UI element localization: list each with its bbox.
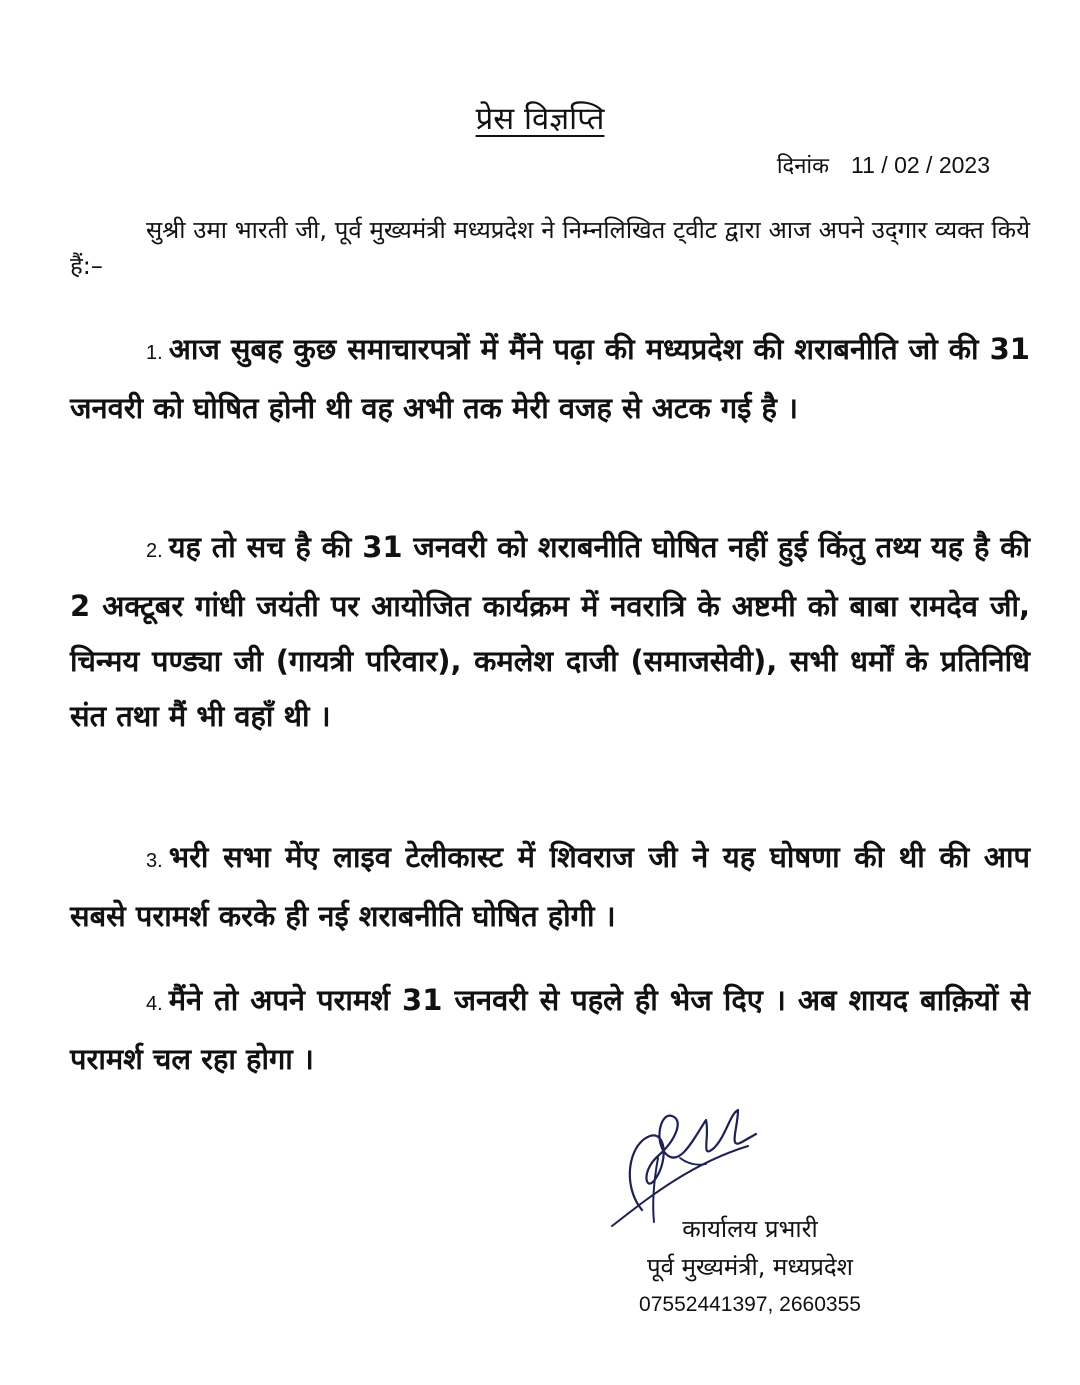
point-text: मैंने तो अपने परामर्श 31 जनवरी से पहले ही भेज दिए । अब शायद बाक़ियों से परामर्श चल रहा होगा । <box>70 983 1030 1076</box>
point-number: 3. <box>146 850 163 872</box>
office-title: कार्यालय प्रभारी <box>682 1215 818 1243</box>
point-text: यह तो सच है की 31 जनवरी को शराबनीति घोषित नहीं हुई किंतु तथ्य यह है की 2 अक्टूबर गांधी जयंती पर आयोजित कार्यक्रम में नवरात्रि के अष्टमी को बाबा रामदेव जी, चिन्मय पण्ड्या जी (गायत्री परिवार), कमलेश दाजी (समाजसेवी), सभी धर्मों के प्रतिनिधि संत तथा मैं भी वहाँ थी । <box>70 530 1030 733</box>
point-paragraph <box>70 322 1030 436</box>
point-paragraph <box>70 973 1030 1087</box>
point-paragraph <box>70 520 1030 744</box>
date-value: 11 / 02 / 2023 <box>851 152 990 178</box>
signature-block <box>600 1210 900 1324</box>
intro-paragraph: सुश्री उमा भारती जी, पूर्व मुख्यमंत्री मध्यप्रदेश ने निम्नलिखित ट्वीट द्वारा आज अपने उद्‌गार व्यक्त किये हैं:– <box>70 216 1030 280</box>
point-number: 2. <box>146 540 163 562</box>
point-number: 1. <box>146 342 163 364</box>
phone-numbers: 07552441397, 2660355 <box>639 1293 861 1316</box>
point-text: आज सुबह कुछ समाचारपत्रों में मैंने पढ़ा की मध्यप्रदेश की शराबनीति जो की 31 जनवरी को घोषित होनी थी वह अभी तक मेरी वजह से अटक गई है । <box>70 332 1030 425</box>
date-label: दिनांक <box>776 154 830 179</box>
point-paragraph <box>70 830 1030 944</box>
date-line <box>777 148 990 184</box>
designation: पूर्व मुख्यमंत्री, मध्यप्रदेश <box>646 1253 853 1281</box>
point-text: भरी सभा मेंए लाइव टेलीकास्ट में शिवराज जी ने यह घोषणा की थी की आप सबसे परामर्श करके ही नई शराबनीति घोषित होगी । <box>70 840 1030 933</box>
point-number: 4. <box>146 993 163 1015</box>
page-title: प्रेस विज्ञप्ति <box>475 101 605 137</box>
